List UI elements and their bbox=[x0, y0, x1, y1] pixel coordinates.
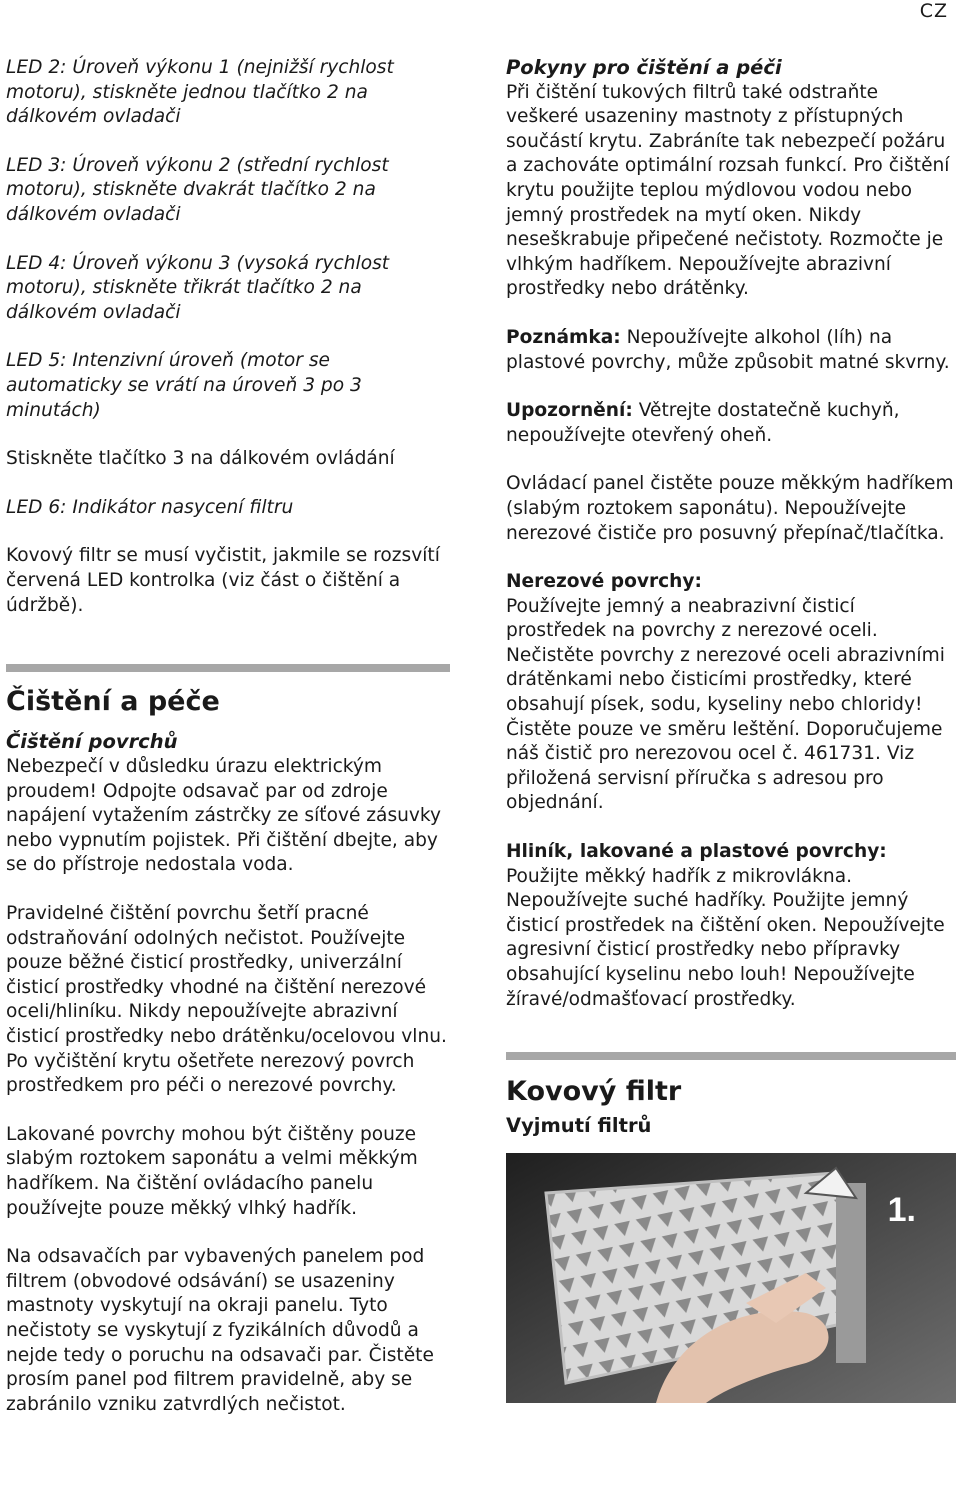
stainless-text: Používejte jemný a neabrazivní čisticí prostředek na povrchy z nerezové oceli. Nečistěte povrchy z nerezové oceli abrazivními drátěnkami nebo čisticími prostředky, které obsahují písek, sodu, kyseliny nebo chloridy! Čistěte pouze ve směru leštění. Doporučujeme náš čistič pro nerezovou ocel č. 461731. Viz přiložená servisní příručka s adresou pro objednání. bbox=[506, 595, 945, 814]
left-column bbox=[6, 56, 450, 1417]
warning-label: Upozornění: bbox=[506, 400, 633, 422]
aluminium-text: Použijte měkký hadřík z mikrovlákna. Nepoužívejte suché hadříky. Použijte jemný čisticí prostředek na čištění oken. Nepoužívejte agresivní čisticí prostředky nebo přípravky obsahující kyselinu nebo louh! Nepoužívejte žíravé/odmašťovací prostředky. bbox=[506, 865, 945, 1010]
warning-paragraph bbox=[506, 399, 954, 448]
stainless-title: Nerezové povrchy: bbox=[506, 571, 702, 593]
care-title: Pokyny pro čištění a péči bbox=[506, 56, 782, 79]
right-column bbox=[506, 56, 954, 1403]
section-divider bbox=[6, 664, 450, 672]
aluminium-title: Hliník, lakované a plastové povrchy: bbox=[506, 841, 887, 863]
led6-text: LED 6: Indikátor nasycení filtru bbox=[6, 496, 294, 518]
note-label: Poznámka: bbox=[506, 326, 621, 348]
filter-subtitle: Vyjmutí filtrů bbox=[506, 1114, 652, 1138]
safety-paragraph: Nebezpečí v důsledku úrazu elektrickým proudem! Odpojte odsavač par od zdroje napájení vytažením zástrčky ze síťové zásuvky nebo vypnutím pojistek. Při čištění dbejte, aby se do přístroje nedostala voda. bbox=[6, 756, 442, 876]
filter-note: Kovový filtr se musí vyčistit, jakmile se rozsvítí červená LED kontrolka (viz část o čištění a údržbě). bbox=[6, 545, 440, 616]
led5-text: LED 5: Intenzivní úroveň (motor se automaticky se vrátí na úroveň 3 po 3 minutách) bbox=[6, 350, 362, 421]
painted-surfaces-paragraph: Lakované povrchy mohou být čištěny pouze slabým roztokem saponátu a velmi měkkým hadříkem. Na čištění ovládacího panelu používejte pouze měkký vlhký hadřík. bbox=[6, 1123, 418, 1219]
note-text: Nepoužívejte alkohol (líh) na plastové povrchy, může způsobit matné skvrny. bbox=[506, 326, 950, 373]
led3-text: LED 3: Úroveň výkonu 2 (střední rychlost motoru), stiskněte dvakrát tlačítko 2 na dálkovém ovladači bbox=[6, 154, 389, 225]
language-tag: CZ bbox=[919, 0, 948, 22]
warning-text: Větrejte dostatečně kuchyň, nepoužívejte otevřený oheň. bbox=[506, 400, 900, 446]
filter-removal-illustration bbox=[506, 1153, 956, 1403]
button3-text: Stiskněte tlačítko 3 na dálkovém ovládání bbox=[6, 448, 395, 470]
step-number: 1. bbox=[887, 1191, 916, 1230]
note-paragraph bbox=[506, 326, 954, 375]
led4-text: LED 4: Úroveň výkonu 3 (vysoká rychlost motoru), stiskněte třikrát tlačítko 2 na dálkovém ovladači bbox=[6, 252, 390, 323]
regular-cleaning-paragraph: Pravidelné čištění povrchu šetří pracné odstraňování odolných nečistot. Používejte pouze běžné čisticí prostředky, univerzální čisticí prostředky vhodné na čištění nerezové oceli/hliníku. Nikdy nepoužívejte abrazivní čisticí prostředky nebo drátěnku/ocelovou vlnu. Po vyčištění krytu ošetřete nerezový povrch prostředkem pro péči o nerezové povrchy. bbox=[6, 903, 447, 1097]
panel-paragraph: Na odsavačích par vybavených panelem pod filtrem (obvodové odsávání) se usazeniny mastnoty vyskytují na okraji panelu. Tyto nečistoty se vyskytují z fyzikálních důvodů a nejde tedy o poruchu na odsavači par. Čistěte prosím panel pod filtrem pravidelně, aby se zabránilo vzniku zatvrdlých nečistot. bbox=[6, 1246, 434, 1415]
care-text: Při čištění tukových filtrů také odstraňte veškeré usazeniny mastnoty z přístupných součástí krytu. Zabráníte tak nebezpečí požáru a zachováte optimální rozsah funkcí. Pro čištění krytu použijte teplou mýdlovou vodou nebo jemný prostředek na mytí oken. Nikdy neseškrabuje připečené nečistoty. Rozmočte je vlhkým hadříkem. Nepoužívejte abrazivní prostředky nebo drátěnky. bbox=[506, 81, 950, 300]
led2-text: LED 2: Úroveň výkonu 1 (nejnižší rychlost motoru), stiskněte jednou tlačítko 2 na dálkovém ovladači bbox=[6, 57, 394, 128]
subsection-title: Čištění povrchů bbox=[6, 730, 178, 754]
section-title: Čištění a péče bbox=[6, 686, 220, 718]
filter-divider bbox=[506, 1052, 956, 1060]
control-panel-text: Ovládací panel čistěte pouze měkkým hadříkem (slabým roztokem saponátu). Nepoužívejte nerezové čističe pro posuvný přepínač/tlačítka. bbox=[506, 473, 954, 544]
filter-title: Kovový filtr bbox=[506, 1076, 682, 1108]
